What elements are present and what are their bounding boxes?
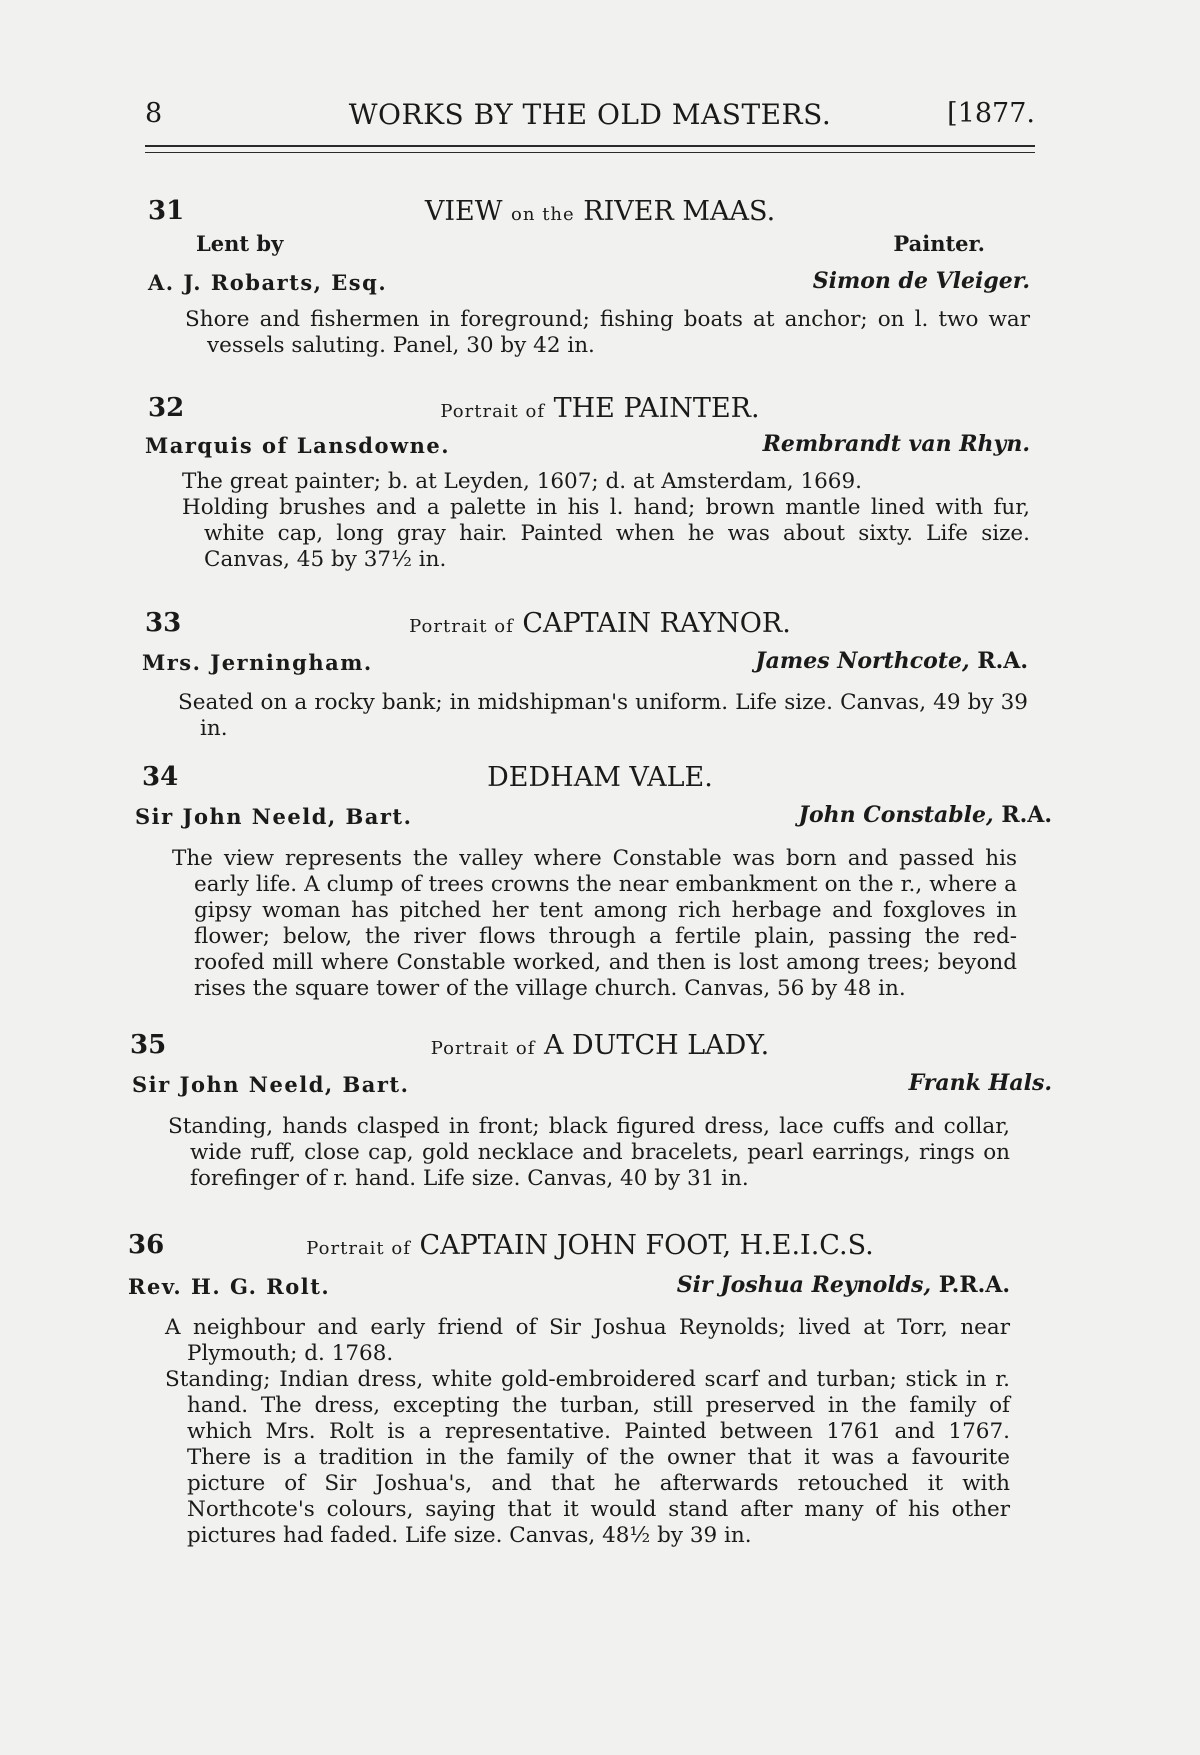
year-label: [1877. (947, 98, 1035, 129)
title-main: CAPTAIN JOHN FOOT, H.E.I.C.S. (419, 1230, 874, 1261)
title-small-caps: Portrait of (430, 1038, 536, 1059)
running-title: WORKS BY THE OLD MASTERS. (348, 98, 832, 131)
title-main: THE PAINTER. (553, 393, 760, 424)
lender-name: Marquis of Lansdowne. (145, 433, 451, 458)
entry-title (240, 393, 960, 424)
title-main: A DUTCH LADY. (543, 1030, 770, 1061)
title-main: CAPTAIN RAYNOR. (522, 608, 791, 639)
entry-number: 33 (145, 608, 182, 638)
lender-name: Rev. H. G. Rolt. (128, 1274, 331, 1299)
title-small-caps: Portrait of (306, 1238, 411, 1259)
title-small-caps: Portrait of (409, 616, 514, 637)
lender-name: Mrs. Jerningham. (142, 650, 373, 675)
painter-name: Rembrandt van Rhyn. (762, 431, 1030, 457)
entry-description: Shore and fishermen in foreground; fishing boats at anchor; on l. two war vessels saluting. Panel, 30 by 42 in. (185, 307, 1030, 358)
painter-name: James Northcote, R.A. (755, 648, 1028, 674)
entry-description: A neighbour and early friend of Sir Joshua Reynolds; lived at Torr, near Plymouth; d. 1768. Standing; Indian dress, white gold-embroidered scarf and turban; stick in r. hand. The dress, excepting the turban, still preserved in the family of which Mrs. Rolt is a representative. Painted between 1761 and 1767. There is a tradition in the family of the owner that it was a favourite picture of Sir Joshua's, and that he afterwards retouched it with Northcote's colours, saying that it would stand after many of his other pictures had faded. Life size. Canvas, 48½ by 39 in. (165, 1315, 1010, 1548)
title-main: RIVER MAAS. (583, 196, 776, 227)
painter-caption: Painter. (893, 231, 985, 256)
entry-title (240, 1030, 960, 1061)
header-rule (145, 145, 1035, 147)
title-small-caps: on the (511, 204, 575, 225)
entry-number: 34 (142, 762, 179, 792)
lent-by-caption: Lent by (196, 231, 284, 256)
painter-name: Simon de Vleiger. (812, 268, 1030, 294)
entry-title (210, 1230, 970, 1261)
painter-name: Sir Joshua Reynolds, P.R.A. (676, 1272, 1010, 1298)
entry-title: VIEW on the RIVER MAAS. (424, 196, 776, 227)
entry-number: 31 (148, 196, 185, 226)
painter-name: Frank Hals. (908, 1070, 1052, 1096)
title-main: DEDHAM VALE. (487, 762, 713, 793)
page-number: 8 (145, 98, 163, 129)
title-small-caps: Portrait of (440, 401, 546, 422)
page-header (145, 98, 1035, 138)
entry-description: The great painter; b. at Leyden, 1607; d. at Amsterdam, 1669. Holding brushes and a palette in his l. hand; brown mantle lined with fur, white cap, long gray hair. Painted when he was about sixty. Life size. Canvas, 45 by 37½ in. (182, 469, 1030, 572)
entry-title (240, 762, 960, 793)
entry-title (240, 608, 960, 639)
lender-name: Sir John Neeld, Bart. (135, 804, 413, 829)
entry-description: The view represents the valley where Constable was born and passed his early life. A clump of trees crowns the near embankment on the r., where a gipsy woman has pitched her tent among rich herbage and foxgloves in flower; below, the river flows through a fertile plain, passing the red-roofed mill where Constable worked, and then is lost among trees; beyond rises the square tower of the village church. Canvas, 56 by 48 in. (172, 846, 1017, 1001)
entry-number: 32 (148, 393, 185, 423)
lender-name: Sir John Neeld, Bart. (132, 1072, 410, 1097)
lender-name: A. J. Robarts, Esq. (148, 270, 388, 295)
entry-number: 36 (128, 1230, 165, 1260)
entry-number: 35 (130, 1030, 167, 1060)
entry-description: Seated on a rocky bank; in midshipman's uniform. Life size. Canvas, 49 by 39 in. (178, 690, 1028, 741)
painter-name: John Constable, R.A. (798, 802, 1052, 828)
header-rule-thin (145, 152, 1035, 153)
entry-description: Standing, hands clasped in front; black figured dress, lace cuffs and collar, wide ruff, close cap, gold necklace and bracelets, pearl earrings, rings on forefinger of r. hand. Life size. Canvas, 40 by 31 in. (168, 1114, 1010, 1191)
